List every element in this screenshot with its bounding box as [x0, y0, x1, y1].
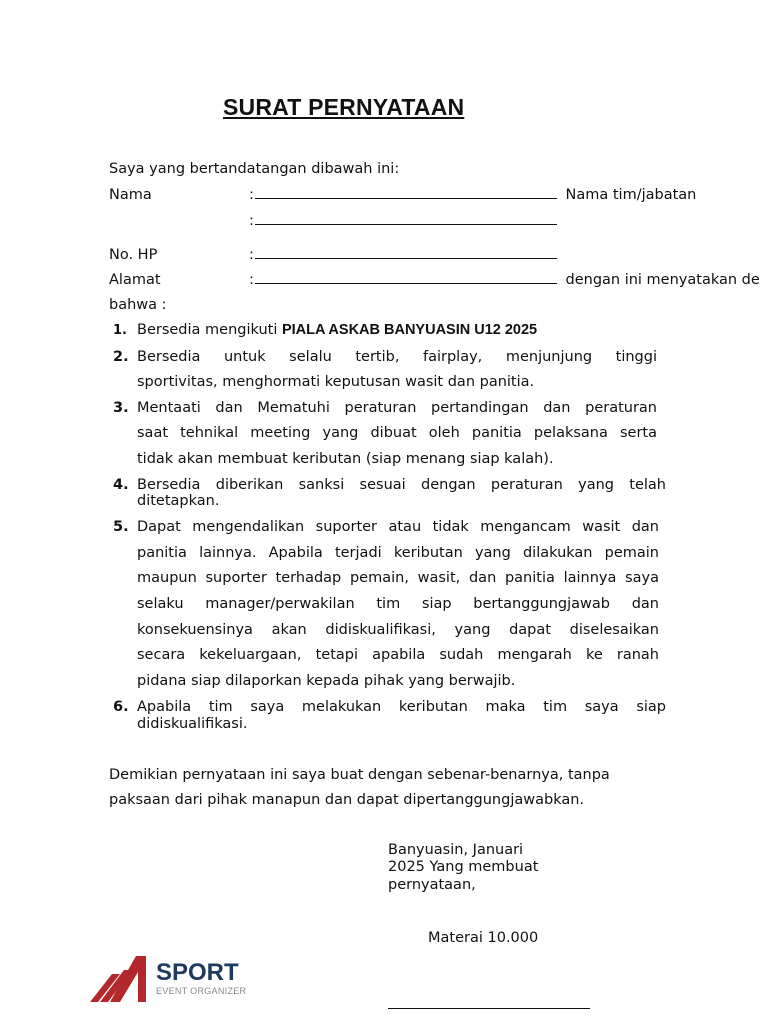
- item-1-number: 1.: [113, 323, 127, 338]
- materai-text: Materai 10.000: [428, 930, 539, 946]
- page-title: SURAT PERNYATAAN: [223, 94, 465, 120]
- item-5-line-3: maupun suporter terhadap pemain, wasit, dan panitia lainnya saya: [137, 570, 659, 586]
- alamat-suffix: dengan ini menyatakan de: [565, 272, 760, 288]
- item-6-line-2: didiskualifikasi.: [137, 716, 248, 732]
- nama-line: [255, 198, 557, 199]
- item-3-line-1: Mentaati dan Mematuhi peraturan pertandingan dan peraturan: [137, 400, 657, 416]
- colon: :: [249, 247, 254, 263]
- item-4-line-1: Bersedia diberikan sanksi sesuai dengan peraturan yang telah: [137, 477, 666, 493]
- logo-name: SPORT: [156, 959, 239, 986]
- bahwa-text: bahwa :: [109, 297, 167, 313]
- item-1-text: [137, 322, 537, 338]
- closing-line-1: Demikian pernyataan ini saya buat dengan sebenar-benarnya, tanpa: [109, 767, 610, 783]
- nama-tim-label: Nama tim/jabatan: [565, 187, 697, 203]
- signature-place-date: Banyuasin, Januari: [388, 842, 524, 858]
- item-5-line-5: konsekuensinya akan didiskualifikasi, yang dapat diselesaikan: [137, 622, 659, 638]
- hp-label: No. HP: [109, 247, 158, 263]
- item-2-line-1: Bersedia untuk selalu tertib, fairplay, menjunjung tinggi: [137, 349, 657, 365]
- event-name: PIALA ASKAB BANYUASIN U12 2025: [281, 322, 538, 338]
- closing-line-2: paksaan dari pihak manapun dan dapat dipertanggungjawabkan.: [109, 792, 585, 808]
- nama-label: Nama: [109, 187, 152, 203]
- item-6-line-1: Apabila tim saya melakukan keributan maka tim saya siap: [137, 699, 666, 715]
- sport-logo-mark: [90, 956, 260, 1008]
- nama-tim-field[interactable]: [249, 213, 557, 229]
- item-4-line-2: ditetapkan.: [137, 493, 220, 509]
- item-3-line-2: saat tehnikal meeting yang dibuat oleh panitia pelaksana serta: [137, 425, 657, 441]
- colon: :: [249, 187, 254, 203]
- hp-field[interactable]: [249, 247, 557, 263]
- alamat-label: Alamat: [109, 272, 161, 288]
- item-1-prefix: Bersedia mengikuti: [137, 322, 282, 338]
- alamat-line: [255, 283, 557, 284]
- intro-text: Saya yang bertandatangan dibawah ini:: [109, 161, 400, 177]
- sport-logo: [90, 956, 260, 1008]
- signature-label: pernyataan,: [388, 877, 476, 893]
- item-5-line-7: pidana siap dilaporkan kepada pihak yang berwajib.: [137, 673, 516, 689]
- alamat-field[interactable]: [249, 272, 760, 288]
- item-5-number: 5.: [113, 519, 129, 535]
- item-2-line-2: sportivitas, menghormati keputusan wasit dan panitia.: [137, 374, 535, 390]
- item-5-line-2: panitia lainnya. Apabila terjadi keributan yang dilakukan pemain: [137, 545, 659, 561]
- item-3-line-3: tidak akan membuat keributan (siap menang siap kalah).: [137, 451, 554, 467]
- colon: :: [249, 213, 254, 229]
- signature-year-line: 2025 Yang membuat: [388, 859, 539, 875]
- item-5-line-4: selaku manager/perwakilan tim siap bertanggungjawab dan: [137, 596, 659, 612]
- item-6-number: 6.: [113, 699, 129, 715]
- nama-tim-line: [255, 224, 557, 225]
- item-5-line-1: Dapat mengendalikan suporter atau tidak mengancam wasit dan: [137, 519, 659, 535]
- colon: :: [249, 272, 254, 288]
- hp-line: [255, 258, 557, 259]
- item-2-number: 2.: [113, 349, 129, 365]
- item-3-number: 3.: [113, 400, 129, 416]
- item-5-line-6: secara kekeluargaan, tetapi apabila sudah mengarah ke ranah: [137, 647, 659, 663]
- item-4-number: 4.: [113, 477, 129, 493]
- signature-line: [388, 1008, 590, 1009]
- nama-field[interactable]: [249, 187, 696, 203]
- logo-tagline: EVENT ORGANIZER: [156, 986, 247, 996]
